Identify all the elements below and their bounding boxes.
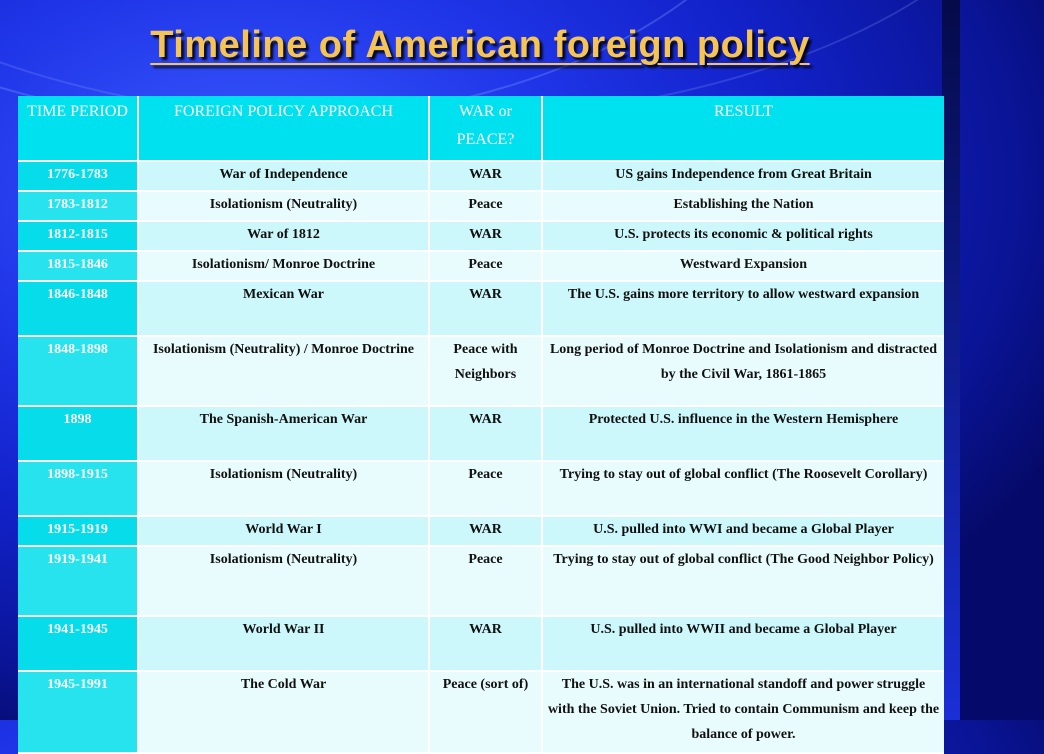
cell-period: 1776-1783 [18, 161, 138, 191]
cell-result: U.S. protects its economic & political rights [542, 221, 944, 251]
cell-approach: World War II [138, 616, 429, 671]
table-row [18, 251, 944, 281]
table-row [18, 221, 944, 251]
cell-war-or-peace: Peace [429, 461, 542, 516]
cell-approach: Isolationism/ Monroe Doctrine [138, 251, 429, 281]
cell-approach: The Spanish-American War [138, 406, 429, 461]
cell-result: U.S. pulled into WWII and became a Global Player [542, 616, 944, 671]
header-war-or-peace: WAR or PEACE? [429, 96, 542, 161]
cell-result: The U.S. was in an international standoff and power struggle with the Soviet Union. Tried to contain Communism and keep the balance of power. [542, 671, 944, 753]
table-row [18, 546, 944, 616]
cell-war-or-peace: WAR [429, 406, 542, 461]
cell-approach: War of Independence [138, 161, 429, 191]
header-foreign-policy-approach: FOREIGN POLICY APPROACH [138, 96, 429, 161]
cell-result: Trying to stay out of global conflict (The Roosevelt Corollary) [542, 461, 944, 516]
header-time-period: TIME PERIOD [18, 96, 138, 161]
cell-result: U.S. pulled into WWI and became a Global Player [542, 516, 944, 546]
cell-period: 1941-1945 [18, 616, 138, 671]
cell-war-or-peace: Peace (sort of) [429, 671, 542, 753]
table-row [18, 461, 944, 516]
cell-period: 1898 [18, 406, 138, 461]
cell-war-or-peace: Peace with Neighbors [429, 336, 542, 406]
cell-approach: The Cold War [138, 671, 429, 753]
cell-result: Trying to stay out of global conflict (The Good Neighbor Policy) [542, 546, 944, 616]
slide-title: Timeline of American foreign policy [150, 24, 810, 66]
cell-result: Long period of Monroe Doctrine and Isolationism and distracted by the Civil War, 1861-1865 [542, 336, 944, 406]
cell-war-or-peace: WAR [429, 281, 542, 336]
cell-period: 1915-1919 [18, 516, 138, 546]
cell-war-or-peace: Peace [429, 546, 542, 616]
cell-result: Protected U.S. influence in the Western Hemisphere [542, 406, 944, 461]
timeline-table-wrapper [18, 96, 944, 754]
cell-result: Westward Expansion [542, 251, 944, 281]
cell-war-or-peace: Peace [429, 251, 542, 281]
cell-war-or-peace: WAR [429, 516, 542, 546]
cell-approach: Isolationism (Neutrality) [138, 461, 429, 516]
table-row [18, 161, 944, 191]
cell-period: 1898-1915 [18, 461, 138, 516]
cell-period: 1848-1898 [18, 336, 138, 406]
header-result: RESULT [542, 96, 944, 161]
cell-approach: Isolationism (Neutrality) / Monroe Doctrine [138, 336, 429, 406]
cell-result: Establishing the Nation [542, 191, 944, 221]
table-row [18, 406, 944, 461]
cell-period: 1846-1848 [18, 281, 138, 336]
cell-approach: War of 1812 [138, 221, 429, 251]
cell-war-or-peace: WAR [429, 221, 542, 251]
table-header-row [18, 96, 944, 161]
cell-approach: World War I [138, 516, 429, 546]
cell-result: The U.S. gains more territory to allow westward expansion [542, 281, 944, 336]
cell-approach: Isolationism (Neutrality) [138, 546, 429, 616]
cell-war-or-peace: Peace [429, 191, 542, 221]
table-row [18, 616, 944, 671]
table-row [18, 191, 944, 221]
cell-approach: Isolationism (Neutrality) [138, 191, 429, 221]
cell-war-or-peace: WAR [429, 161, 542, 191]
table-row [18, 671, 944, 753]
cell-approach: Mexican War [138, 281, 429, 336]
table-row [18, 281, 944, 336]
cell-period: 1812-1815 [18, 221, 138, 251]
cell-period: 1945-1991 [18, 671, 138, 753]
cell-period: 1919-1941 [18, 546, 138, 616]
table-row [18, 336, 944, 406]
decorative-strip [942, 0, 960, 720]
cell-period: 1783-1812 [18, 191, 138, 221]
table-row [18, 516, 944, 546]
cell-result: US gains Independence from Great Britain [542, 161, 944, 191]
cell-war-or-peace: WAR [429, 616, 542, 671]
cell-period: 1815-1846 [18, 251, 138, 281]
timeline-table [18, 96, 944, 754]
